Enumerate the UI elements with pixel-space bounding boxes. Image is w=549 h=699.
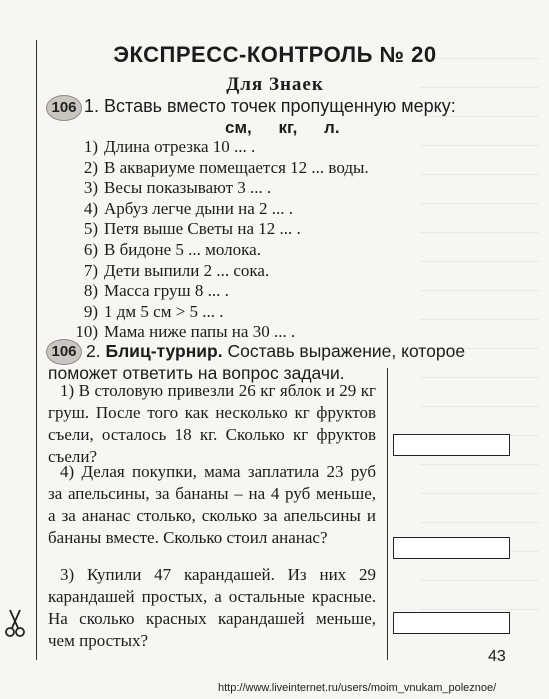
task2-problem-2: 4) Делая покупки, мама заплатила 23 руб за апельсины, за бананы – на 4 руб меньше, а за ананас столько, сколько за апельсины и бананы вместе. Сколько стоил ананас? (48, 462, 376, 547)
task2-problem-1: 1) В столовую привезли 26 кг яблок и 29 кг груш. После того как несколько кг фруктов съели, осталось 18 кг. Сколько кг фруктов съели? (48, 381, 376, 466)
task1-number: 1. (84, 96, 100, 116)
task2-problem-3: 3) Купили 47 карандашей. Из них 29 карандашей простых, а остальные красные. На сколько красных карандашей меньше, чем простых? (48, 565, 376, 650)
list-item: 7) Дети выпили 2 ... сока. (83, 260, 270, 280)
list-item: 8) Масса груш 8 ... . (83, 281, 229, 301)
list-item: 9) 1 дм 5 см > 5 ... . (83, 301, 224, 321)
list-item: 1) Длина отрезка 10 ... . (83, 137, 256, 156)
scissors-icon (4, 608, 26, 638)
task2-header (48, 340, 513, 384)
list-item: 2) В аквариуме помещается 12 ... воды. (83, 157, 369, 177)
task2-heading: Блиц-турнир. (105, 341, 223, 361)
page-subtitle: Для Знаек (226, 74, 324, 95)
list-item: 6) В бидоне 5 ... молока. (83, 239, 261, 259)
task2-number: 2. (86, 341, 101, 361)
answer-field-2[interactable] (393, 537, 510, 559)
task1-badge-cloud-badge-icon: 106 (46, 95, 82, 121)
list-item: 4) Арбуз легче дыни на 2 ... . (83, 198, 294, 218)
task1-header (84, 96, 456, 117)
answer-column-divider (387, 368, 388, 660)
page-number: 43 (488, 648, 506, 665)
list-item: 5) Петя выше Светы на 12 ... . (83, 219, 301, 239)
cut-margin-line (36, 40, 37, 660)
task1-item-list (60, 137, 380, 343)
task1-instruction: Вставь вместо точек пропущенную мерку: (104, 96, 456, 116)
task2-badge-cloud-badge-icon: 106 (46, 339, 82, 365)
task2-instruction: Составь выражение, которое поможет ответить на вопрос задачи. (48, 341, 466, 383)
answer-field-1[interactable] (393, 434, 510, 456)
list-item: 10) Мама ниже папы на 30 ... . (75, 322, 296, 342)
source-url: http://www.liveinternet.ru/users/moim_vnukam_poleznoe/ (218, 682, 497, 694)
answer-field-3[interactable] (393, 612, 510, 634)
task1-units: см, кг, л. (225, 118, 340, 137)
page-title: ЭКСПРЕСС-КОНТРОЛЬ № 20 (113, 42, 437, 67)
list-item: 3) Весы показывают 3 ... . (83, 178, 272, 198)
